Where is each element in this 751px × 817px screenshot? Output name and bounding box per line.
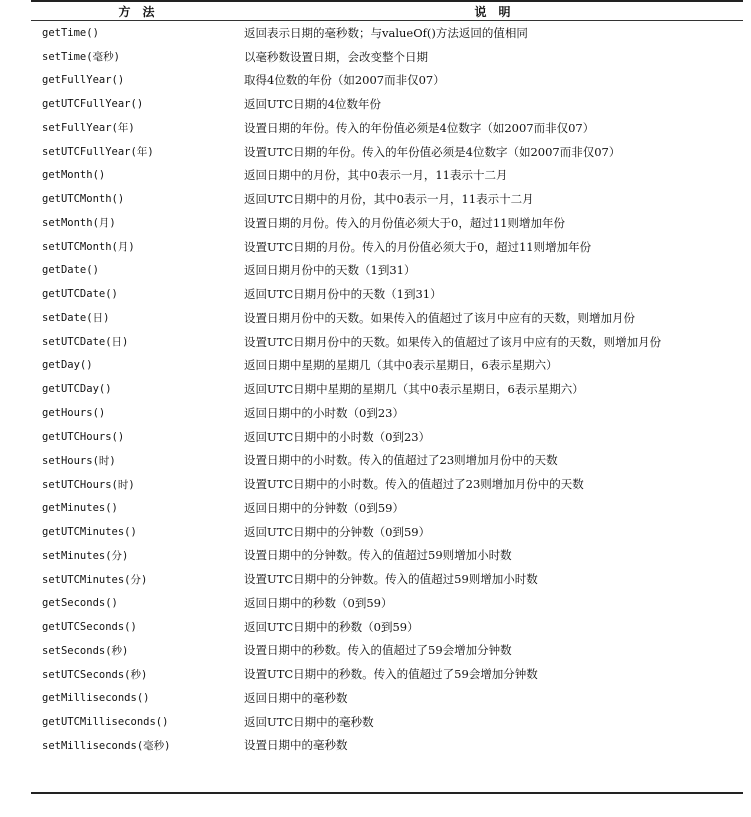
date-methods-table <box>31 0 743 757</box>
method-description-cell: 返回UTC日期中的月份，其中0表示一月，11表示十二月 <box>244 192 534 207</box>
description-column-header: 说 明 <box>242 1 743 21</box>
method-name-cell: getDay() <box>42 359 93 372</box>
method-name-cell: getTime() <box>42 26 99 39</box>
method-description-cell: 设置日期中的分钟数。传入的值超过59则增加小时数 <box>244 548 512 563</box>
table-row <box>31 639 743 663</box>
method-name-cell: setHours(时) <box>42 454 116 467</box>
header-row <box>31 1 743 21</box>
table-row <box>31 354 743 378</box>
table-row <box>31 544 743 568</box>
table-row <box>31 662 743 686</box>
method-name-cell: getUTCHours() <box>42 430 125 443</box>
method-description-cell: 返回日期中的秒数（0到59） <box>244 595 393 610</box>
table-row <box>31 734 743 758</box>
table-row <box>31 45 743 69</box>
method-description-cell: 以毫秒数设置日期，会改变整个日期 <box>244 49 428 64</box>
table-row <box>31 520 743 544</box>
method-description-cell: 设置UTC日期中的小时数。传入的值超过了23则增加月份中的天数 <box>244 477 584 492</box>
table-row <box>31 92 743 116</box>
method-name-cell: setMilliseconds(毫秒) <box>42 739 171 752</box>
method-description-cell: 设置UTC日期中的分钟数。传入的值超过59则增加小时数 <box>244 572 538 587</box>
method-name-cell: setUTCFullYear(年) <box>42 146 154 159</box>
table-row <box>31 116 743 140</box>
table-body <box>31 21 743 758</box>
method-name-cell: getUTCMonth() <box>42 193 125 206</box>
method-description-cell: 设置UTC日期的年份。传入的年份值必须是4位数字（如2007而非仅07） <box>244 144 621 159</box>
method-column-header: 方 法 <box>31 1 242 21</box>
method-description-cell: 返回日期中的分钟数（0到59） <box>244 500 404 515</box>
table-row <box>31 615 743 639</box>
table-row <box>31 377 743 401</box>
table-row <box>31 472 743 496</box>
method-name-cell: getUTCDate() <box>42 288 118 301</box>
table-row <box>31 330 743 354</box>
method-description-cell: 设置日期中的秒数。传入的值超过了59会增加分钟数 <box>244 643 512 658</box>
table-row <box>31 567 743 591</box>
method-description-cell: 设置日期的年份。传入的年份值必须是4位数字（如2007而非仅07） <box>244 120 595 135</box>
table-row <box>31 69 743 93</box>
method-name-cell: setUTCHours(时) <box>42 478 135 491</box>
method-name-cell: getUTCMilliseconds() <box>42 715 169 728</box>
method-name-cell: setSeconds(秒) <box>42 644 129 657</box>
table-row <box>31 306 743 330</box>
method-description-cell: 设置日期中的毫秒数 <box>244 738 348 753</box>
table-row <box>31 449 743 473</box>
table-row <box>31 425 743 449</box>
method-description-cell: 设置日期月份中的天数。如果传入的值超过了该月中应有的天数，则增加月份 <box>244 310 635 325</box>
table-row <box>31 401 743 425</box>
method-name-cell: getMilliseconds() <box>42 691 150 704</box>
method-description-cell: 返回UTC日期中的毫秒数 <box>244 714 374 729</box>
method-description-cell: 返回UTC日期中的小时数（0到23） <box>244 429 431 444</box>
method-name-cell: setMinutes(分) <box>42 549 129 562</box>
method-name-cell: getUTCFullYear() <box>42 98 144 111</box>
method-description-cell: 返回UTC日期中的秒数（0到59） <box>244 619 419 634</box>
method-description-cell: 设置UTC日期月份中的天数。如果传入的值超过了该月中应有的天数，则增加月份 <box>244 334 662 349</box>
table-row <box>31 21 743 45</box>
method-description-cell: 返回日期中的小时数（0到23） <box>244 405 404 420</box>
table-header <box>31 1 743 21</box>
method-name-cell: getDate() <box>42 264 99 277</box>
method-name-cell: getUTCSeconds() <box>42 620 137 633</box>
table-row <box>31 187 743 211</box>
table-row <box>31 211 743 235</box>
method-description-cell: 返回UTC日期的4位数年份 <box>244 97 381 112</box>
date-methods-table-container <box>31 0 743 757</box>
method-name-cell: getSeconds() <box>42 596 118 609</box>
method-name-cell: getHours() <box>42 406 106 419</box>
table-row <box>31 164 743 188</box>
table-bottom-rule <box>31 792 743 794</box>
table-row <box>31 496 743 520</box>
table-row <box>31 591 743 615</box>
method-name-cell: setUTCMinutes(分) <box>42 573 148 586</box>
method-name-cell: getMonth() <box>42 169 106 182</box>
method-name-cell: setUTCDate(日) <box>42 336 129 349</box>
method-description-cell: 设置UTC日期的月份。传入的月份值必须大于0，超过11则增加年份 <box>244 239 592 254</box>
method-name-cell: setMonth(月) <box>42 217 116 230</box>
method-description-cell: 返回UTC日期月份中的天数（1到31） <box>244 287 442 302</box>
method-description-cell: 返回UTC日期中的分钟数（0到59） <box>244 524 431 539</box>
method-name-cell: getFullYear() <box>42 74 125 87</box>
table-row <box>31 235 743 259</box>
method-name-cell: getUTCDay() <box>42 383 112 396</box>
method-description-cell: 返回日期中的月份，其中0表示一月，11表示十二月 <box>244 168 508 183</box>
table-row <box>31 686 743 710</box>
method-description-cell: 设置UTC日期中的秒数。传入的值超过了59会增加分钟数 <box>244 667 538 682</box>
method-description-cell: 设置日期的月份。传入的月份值必须大于0，超过11则增加年份 <box>244 215 565 230</box>
method-description-cell: 返回日期中星期的星期几（其中0表示星期日，6表示星期六） <box>244 358 558 373</box>
method-name-cell: setTime(毫秒) <box>42 51 120 64</box>
method-description-cell: 返回表示日期的毫秒数；与valueOf()方法返回的值相同 <box>244 25 528 40</box>
method-description-cell: 返回日期月份中的天数（1到31） <box>244 263 416 278</box>
method-description-cell: 返回UTC日期中星期的星期几（其中0表示星期日，6表示星期六） <box>244 382 584 397</box>
method-name-cell: setDate(日) <box>42 312 110 325</box>
method-name-cell: setUTCMonth(月) <box>42 241 135 254</box>
table-row <box>31 259 743 283</box>
method-description-cell: 返回日期中的毫秒数 <box>244 690 348 705</box>
method-description-cell: 设置日期中的小时数。传入的值超过了23则增加月份中的天数 <box>244 453 558 468</box>
table-row <box>31 282 743 306</box>
table-row <box>31 710 743 734</box>
method-name-cell: setFullYear(年) <box>42 122 135 135</box>
method-name-cell: getUTCMinutes() <box>42 525 137 538</box>
method-description-cell: 取得4位数的年份（如2007而非仅07） <box>244 73 445 88</box>
method-name-cell: setUTCSeconds(秒) <box>42 668 148 681</box>
method-name-cell: getMinutes() <box>42 501 118 514</box>
table-row <box>31 140 743 164</box>
